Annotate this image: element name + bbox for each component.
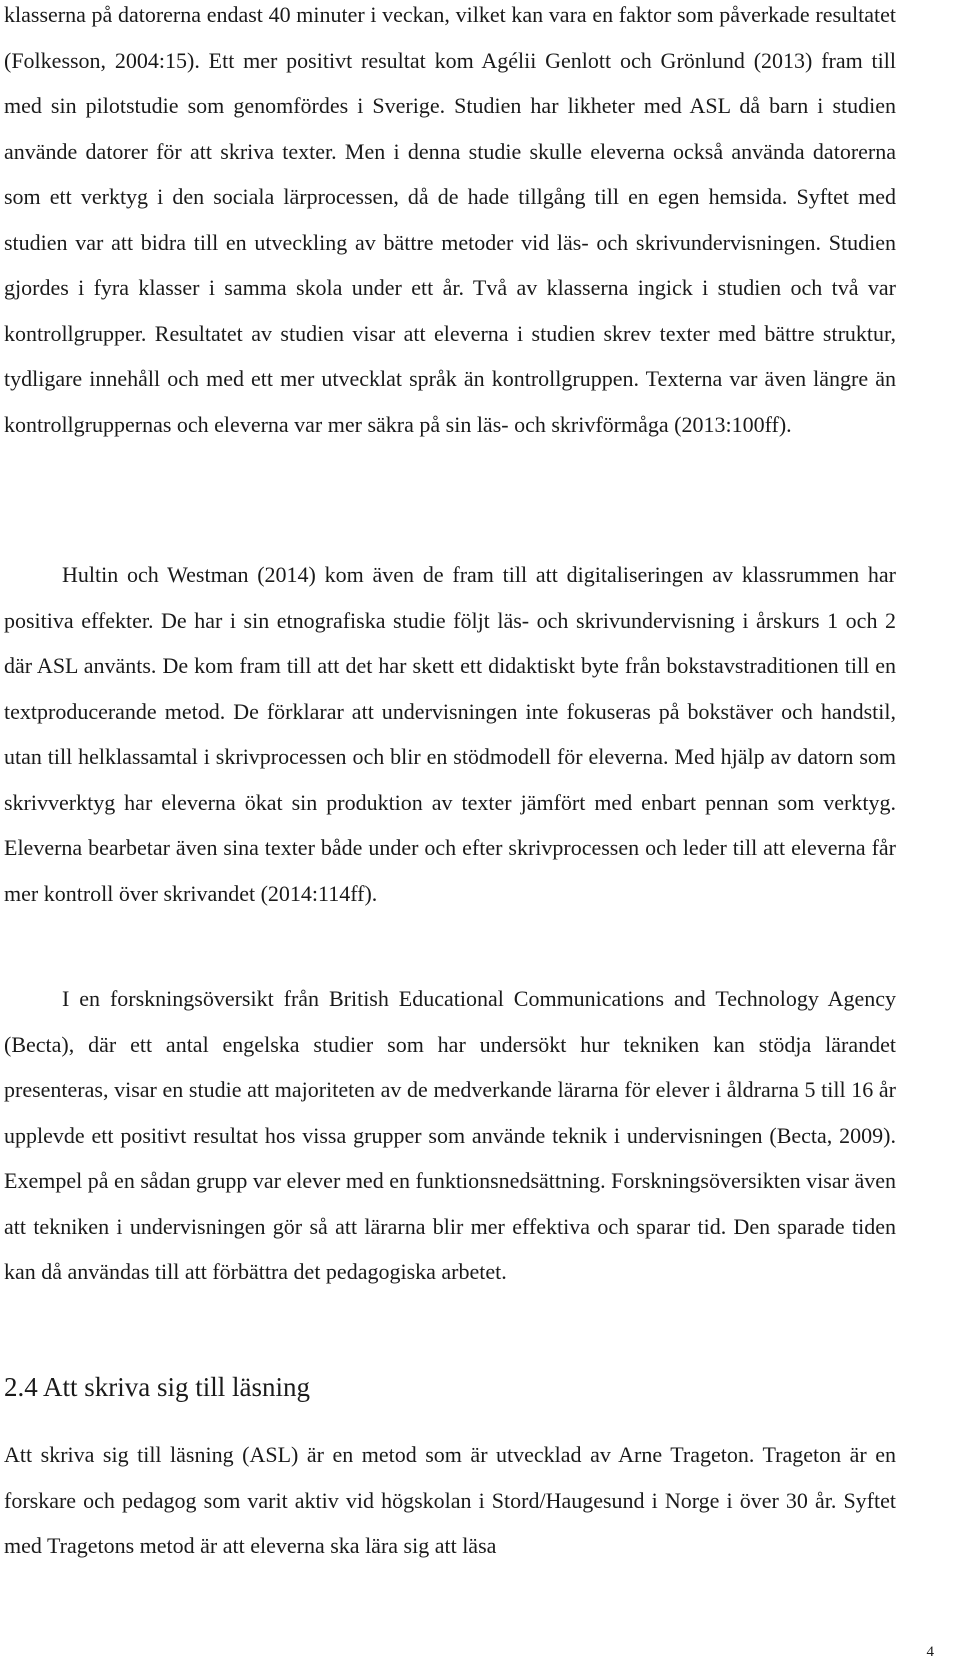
section-heading: 2.4 Att skriva sig till läsning bbox=[4, 1372, 311, 1402]
paragraph-folkesson-agelii: klasserna på datorerna endast 40 minuter i veckan, vilket kan vara en faktor som påverkade resultatet (Folkesson, 2004:15). Ett mer positivt resultat kom Agélii Genlott och Grönlund (2013) fram till med sin pilotstudie som genomfördes i Sverige. Studien har likheter med ASL då barn i studien använde datorer för att skriva texter. Men i denna studie skulle eleverna också använda datorerna som ett verktyg i den sociala lärprocessen, då de hade tillgång till en egen hemsida. Syftet med studien var att bidra till en utveckling av bättre metoder vid läs- och skrivundervisningen. Studien gjordes i fyra klasser i samma skola under ett år. Två av klasserna ingick i studien och två var kontrollgrupper. Resultatet av studien visar att eleverna i studien skrev texter med bättre struktur, tydligare innehåll och med ett mer utvecklat språk än kontrollgruppen. Texterna var även längre än kontrollgruppernas och eleverna var mer säkra på sin läs- och skrivförmåga (2013:100ff). bbox=[4, 2, 896, 437]
paragraph-becta: I en forskningsöversikt från British Educational Communications and Technology Agency (Becta), där ett antal engelska studier som har undersökt hur tekniken kan stödja lärandet presenteras, visar en studie att majoriteten av de medverkande lärarna för elever i åldrarna 5 till 16 år upplevde ett positivt resultat hos vissa grupper som använde teknik i undervisningen (Becta, 2009). Exempel på en sådan grupp var elever med en funktionsnedsättning. Forskningsöversikten visar även att tekniken i undervisningen gör så att lärarna blir mer effektiva och sparar tid. Den sparade tiden kan då användas till att förbättra det pedagogiska arbetet. bbox=[4, 986, 896, 1284]
paragraph-hultin-westman: Hultin och Westman (2014) kom även de fram till att digitaliseringen av klassrummen har positiva effekter. De har i sin etnografiska studie följt läs- och skrivundervisning i årskurs 1 och 2 där ASL använts. De kom fram till att det har skett ett didaktiskt byte från bokstavstraditionen till en textproducerande metod. De förklarar att undervisningen inte fokuseras på bokstäver och handstil, utan till helklassamtal i skrivprocessen och blir en stödmodell för eleverna. Med hjälp av datorn som skrivverktyg har eleverna ökat sin produktion av texter jämfört med enbart pennan som verktyg. Eleverna bearbetar även sina texter både under och efter skrivprocessen och leder till att eleverna får mer kontroll över skrivandet (2014:114ff). bbox=[4, 562, 896, 906]
page-number: 4 bbox=[926, 1644, 934, 1660]
paragraph-asl-intro: Att skriva sig till läsning (ASL) är en metod som är utvecklad av Arne Trageton. Trageton är en forskare och pedagog som varit aktiv vid högskolan i Stord/Haugesund i Norge i över 30 år. Syftet med Tragetons metod är att eleverna ska lära sig att läsa bbox=[4, 1442, 896, 1558]
